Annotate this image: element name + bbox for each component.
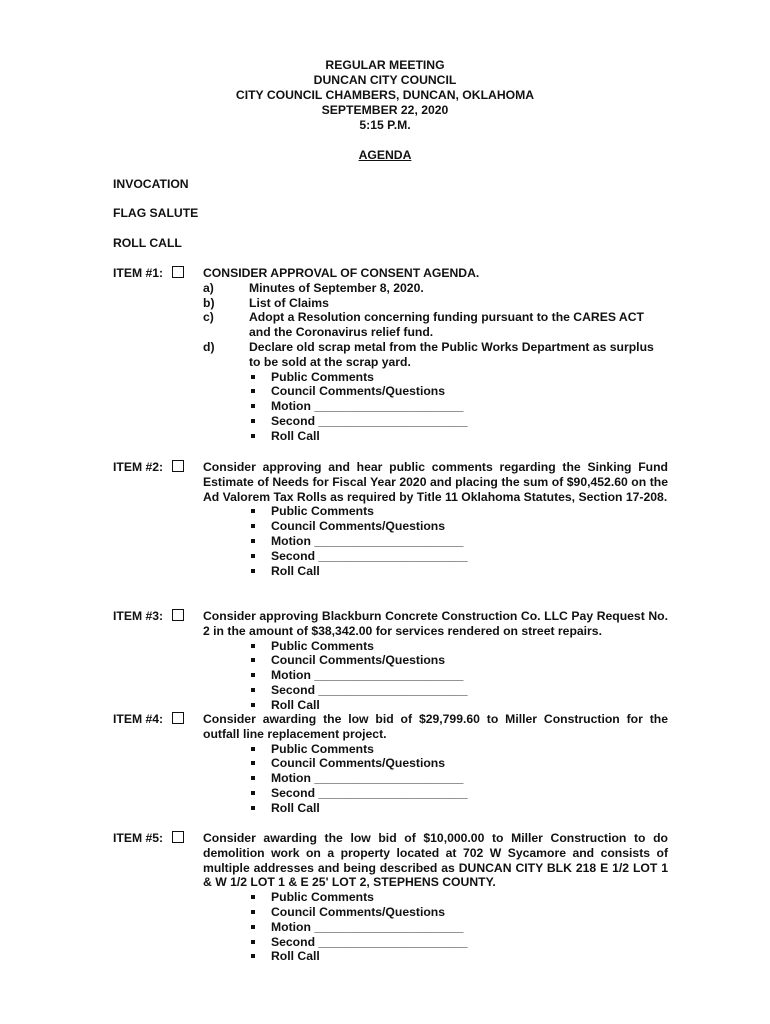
subitem-letter: a) (203, 280, 214, 295)
step-label: Council Comments/Questions (271, 384, 446, 399)
section-flag-salute: FLAG SALUTE (113, 206, 199, 220)
step-motion (248, 920, 668, 935)
bullet-icon (251, 644, 255, 648)
step-council-comments (248, 653, 668, 668)
step-public-comments (248, 504, 668, 519)
item-4-vote-steps (203, 742, 668, 816)
step-public-comments (248, 890, 668, 905)
item-5-checkbox[interactable] (172, 831, 184, 843)
step-label: Second ______________________ (271, 934, 468, 949)
item-2-label: ITEM #2: (113, 460, 164, 474)
item-3-checkbox[interactable] (172, 609, 184, 621)
step-label: Motion ______________________ (271, 919, 464, 934)
subitem-text: Declare old scrap metal from the Public Works Department as surplus to be sold at the scrap yard. (249, 339, 654, 369)
step-second (248, 683, 668, 698)
subitem-c (203, 310, 668, 340)
step-council-comments (248, 384, 668, 399)
step-label: Roll Call (271, 428, 320, 443)
step-public-comments (248, 370, 668, 385)
step-public-comments (248, 742, 668, 757)
step-council-comments (248, 756, 668, 771)
header-line-date: SEPTEMBER 22, 2020 (321, 103, 449, 117)
step-second (248, 414, 668, 429)
bullet-icon (251, 776, 255, 780)
step-label: Public Comments (271, 638, 374, 653)
item-3-vote-steps (203, 639, 668, 713)
subitem-d (203, 340, 668, 370)
step-roll-call (248, 698, 668, 713)
agenda-title: AGENDA (358, 148, 412, 162)
step-label: Council Comments/Questions (271, 904, 446, 919)
step-roll-call (248, 949, 668, 964)
item-5-vote-steps (203, 890, 668, 964)
bullet-icon (251, 539, 255, 543)
step-label: Second ______________________ (271, 785, 468, 800)
step-roll-call (248, 801, 668, 816)
item-2 (203, 460, 668, 578)
item-3-title: Consider approving Blackburn Concrete Construction Co. LLC Pay Request No. 2 in the amount of $38,342.00 for services rendered on street repairs. (203, 609, 668, 638)
item-4-title: Consider awarding the low bid of $29,799.60 to Miller Construction for the outfall line replacement project. (203, 712, 668, 741)
bullet-icon (251, 806, 255, 810)
step-motion (248, 534, 668, 549)
subitem-text: List of Claims (249, 295, 329, 310)
item-4 (203, 712, 668, 816)
subitem-a (203, 281, 668, 296)
step-second (248, 549, 668, 564)
item-2-vote-steps (203, 504, 668, 578)
bullet-icon (251, 509, 255, 513)
bullet-icon (251, 747, 255, 751)
item-4-checkbox[interactable] (172, 712, 184, 724)
item-3 (203, 609, 668, 713)
subitem-b (203, 296, 668, 311)
item-2-checkbox[interactable] (172, 460, 184, 472)
item-1 (203, 266, 668, 444)
step-label: Council Comments/Questions (271, 653, 446, 668)
bullet-icon (251, 703, 255, 707)
step-label: Second ______________________ (271, 548, 468, 563)
bullet-icon (251, 940, 255, 944)
item-4-label: ITEM #4: (113, 712, 164, 726)
bullet-icon (251, 925, 255, 929)
step-label: Second ______________________ (271, 682, 468, 697)
item-5-title: Consider awarding the low bid of $10,000.00 to Miller Construction to do demolition work on a property located at 702 W Sycamore and consists of multiple addresses and being described as DUNCAN CITY BLK 218 E 1/2 LOT 1 & W 1/2 LOT 1 & E 25' LOT 2, STEPHENS COUNTY. (203, 831, 668, 890)
step-label: Roll Call (271, 800, 320, 815)
item-5 (203, 831, 668, 964)
subitem-letter: d) (203, 339, 215, 354)
item-1-checkbox[interactable] (172, 266, 184, 278)
step-label: Public Comments (271, 741, 374, 756)
subitem-text: Minutes of September 8, 2020. (249, 280, 424, 295)
item-1-vote-steps (203, 370, 668, 444)
step-label: Public Comments (271, 369, 374, 384)
bullet-icon (251, 954, 255, 958)
bullet-icon (251, 910, 255, 914)
meeting-header (0, 58, 770, 133)
bullet-icon (251, 434, 255, 438)
bullet-icon (251, 895, 255, 899)
section-invocation: INVOCATION (113, 177, 189, 191)
item-1-label: ITEM #1: (113, 266, 164, 280)
header-line-location: CITY COUNCIL CHAMBERS, DUNCAN, OKLAHOMA (235, 88, 535, 102)
step-label: Motion ______________________ (271, 399, 464, 414)
step-label: Motion ______________________ (271, 533, 464, 548)
step-council-comments (248, 905, 668, 920)
bullet-icon (251, 554, 255, 558)
step-label: Council Comments/Questions (271, 519, 446, 534)
step-roll-call (248, 564, 668, 579)
step-motion (248, 771, 668, 786)
step-second (248, 786, 668, 801)
step-label: Second ______________________ (271, 413, 468, 428)
bullet-icon (251, 673, 255, 677)
subitem-letter: c) (203, 310, 214, 325)
bullet-icon (251, 389, 255, 393)
item-5-label: ITEM #5: (113, 831, 164, 845)
bullet-icon (251, 569, 255, 573)
step-label: Public Comments (271, 504, 374, 519)
bullet-icon (251, 375, 255, 379)
step-label: Motion ______________________ (271, 668, 464, 683)
bullet-icon (251, 404, 255, 408)
section-roll-call: ROLL CALL (113, 236, 182, 250)
bullet-icon (251, 791, 255, 795)
item-3-label: ITEM #3: (113, 609, 164, 623)
step-second (248, 935, 668, 950)
subitem-letter: b) (203, 295, 215, 310)
header-line-council: DUNCAN CITY COUNCIL (313, 73, 457, 87)
step-label: Roll Call (271, 697, 320, 712)
step-motion (248, 668, 668, 683)
step-label: Council Comments/Questions (271, 756, 446, 771)
subitem-text: Adopt a Resolution concerning funding pursuant to the CARES ACT and the Coronavirus relief fund. (249, 310, 644, 340)
bullet-icon (251, 419, 255, 423)
step-label: Roll Call (271, 563, 320, 578)
bullet-icon (251, 524, 255, 528)
bullet-icon (251, 658, 255, 662)
step-council-comments (248, 519, 668, 534)
item-1-title: CONSIDER APPROVAL OF CONSENT AGENDA. (203, 266, 480, 280)
bullet-icon (251, 761, 255, 765)
header-line-meeting-type: REGULAR MEETING (325, 58, 445, 72)
step-label: Motion ______________________ (271, 771, 464, 786)
bullet-icon (251, 688, 255, 692)
header-line-time: 5:15 P.M. (359, 118, 411, 132)
step-public-comments (248, 639, 668, 654)
item-2-title: Consider approving and hear public comments regarding the Sinking Fund Estimate of Needs for Fiscal Year 2020 and placing the sum of $90,452.60 on the Ad Valorem Tax Rolls as required by Title 11 Oklahoma Statutes, Section 17-208. (203, 460, 668, 504)
step-motion (248, 399, 668, 414)
step-roll-call (248, 429, 668, 444)
step-label: Roll Call (271, 949, 320, 964)
step-label: Public Comments (271, 890, 374, 905)
